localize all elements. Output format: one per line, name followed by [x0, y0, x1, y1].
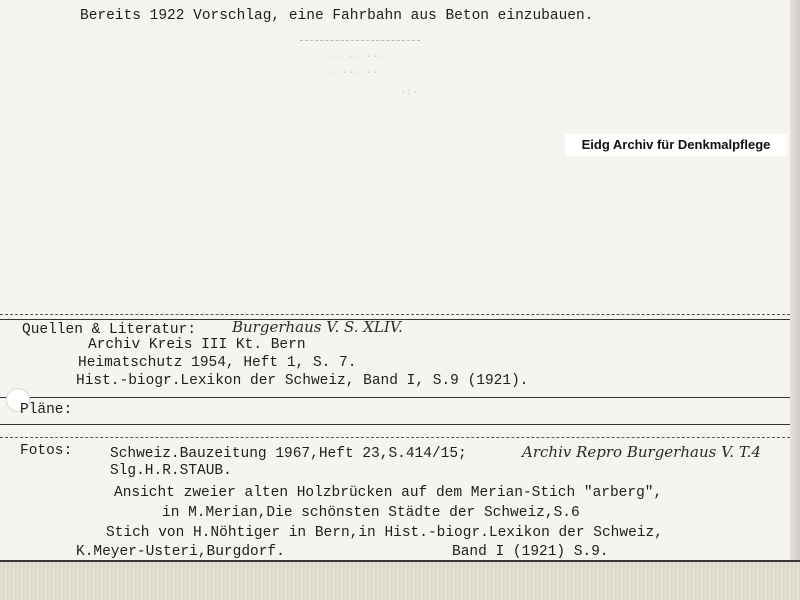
fotos-line: Ansicht zweier alten Holzbrücken auf dem Merian-Stich "arberg", [114, 485, 663, 501]
top-note: Bereits 1922 Vorschlag, eine Fahrbahn aus Beton einzubauen. [80, 8, 594, 24]
section-divider [0, 397, 790, 398]
card-edge [790, 0, 800, 562]
fotos-line: Stich von H.Nöhtiger in Bern,in Hist.-biogr.Lexikon der Schweiz, [106, 525, 663, 541]
section-divider [0, 437, 790, 438]
section-divider [0, 314, 790, 315]
fotos-line: Slg.H.R.STAUB. [110, 463, 232, 479]
archive-label: Eidg Archiv für Denkmalpflege [565, 134, 787, 156]
fotos-line: Schweiz.Bauzeitung 1967,Heft 23,S.414/15; [110, 446, 467, 462]
fotos-label: Fotos: [20, 443, 73, 459]
fotos-line: K.Meyer-Usteri,Burgdorf. [76, 544, 285, 560]
quellen-label: Quellen & Literatur: [22, 322, 197, 338]
quellen-line: Heimatschutz 1954, Heft 1, S. 7. [78, 355, 357, 371]
fotos-line: in M.Merian,Die schönsten Städte der Schweiz,S.6 [162, 505, 580, 521]
plaene-label: Pläne: [20, 402, 73, 418]
background-strip [0, 562, 800, 600]
section-divider [0, 424, 790, 425]
show-through-mark: ·:· [400, 88, 419, 99]
fotos-line: Band I (1921) S.9. [452, 544, 609, 560]
quellen-line: Archiv Kreis III Kt. Bern [88, 337, 306, 353]
quellen-handwritten-note: Burgerhaus V. S. XLIV. [232, 318, 403, 336]
quellen-line: Hist.-biogr.Lexikon der Schweiz, Band I, S.9 (1921). [76, 373, 529, 389]
fotos-handwritten-note: Archiv Repro Burgerhaus V. T.4 [522, 443, 761, 461]
show-through-mark: · ··· ·· [330, 68, 379, 79]
faint-rule [300, 40, 420, 41]
show-through-mark: ·· ·· ··· [330, 52, 385, 63]
